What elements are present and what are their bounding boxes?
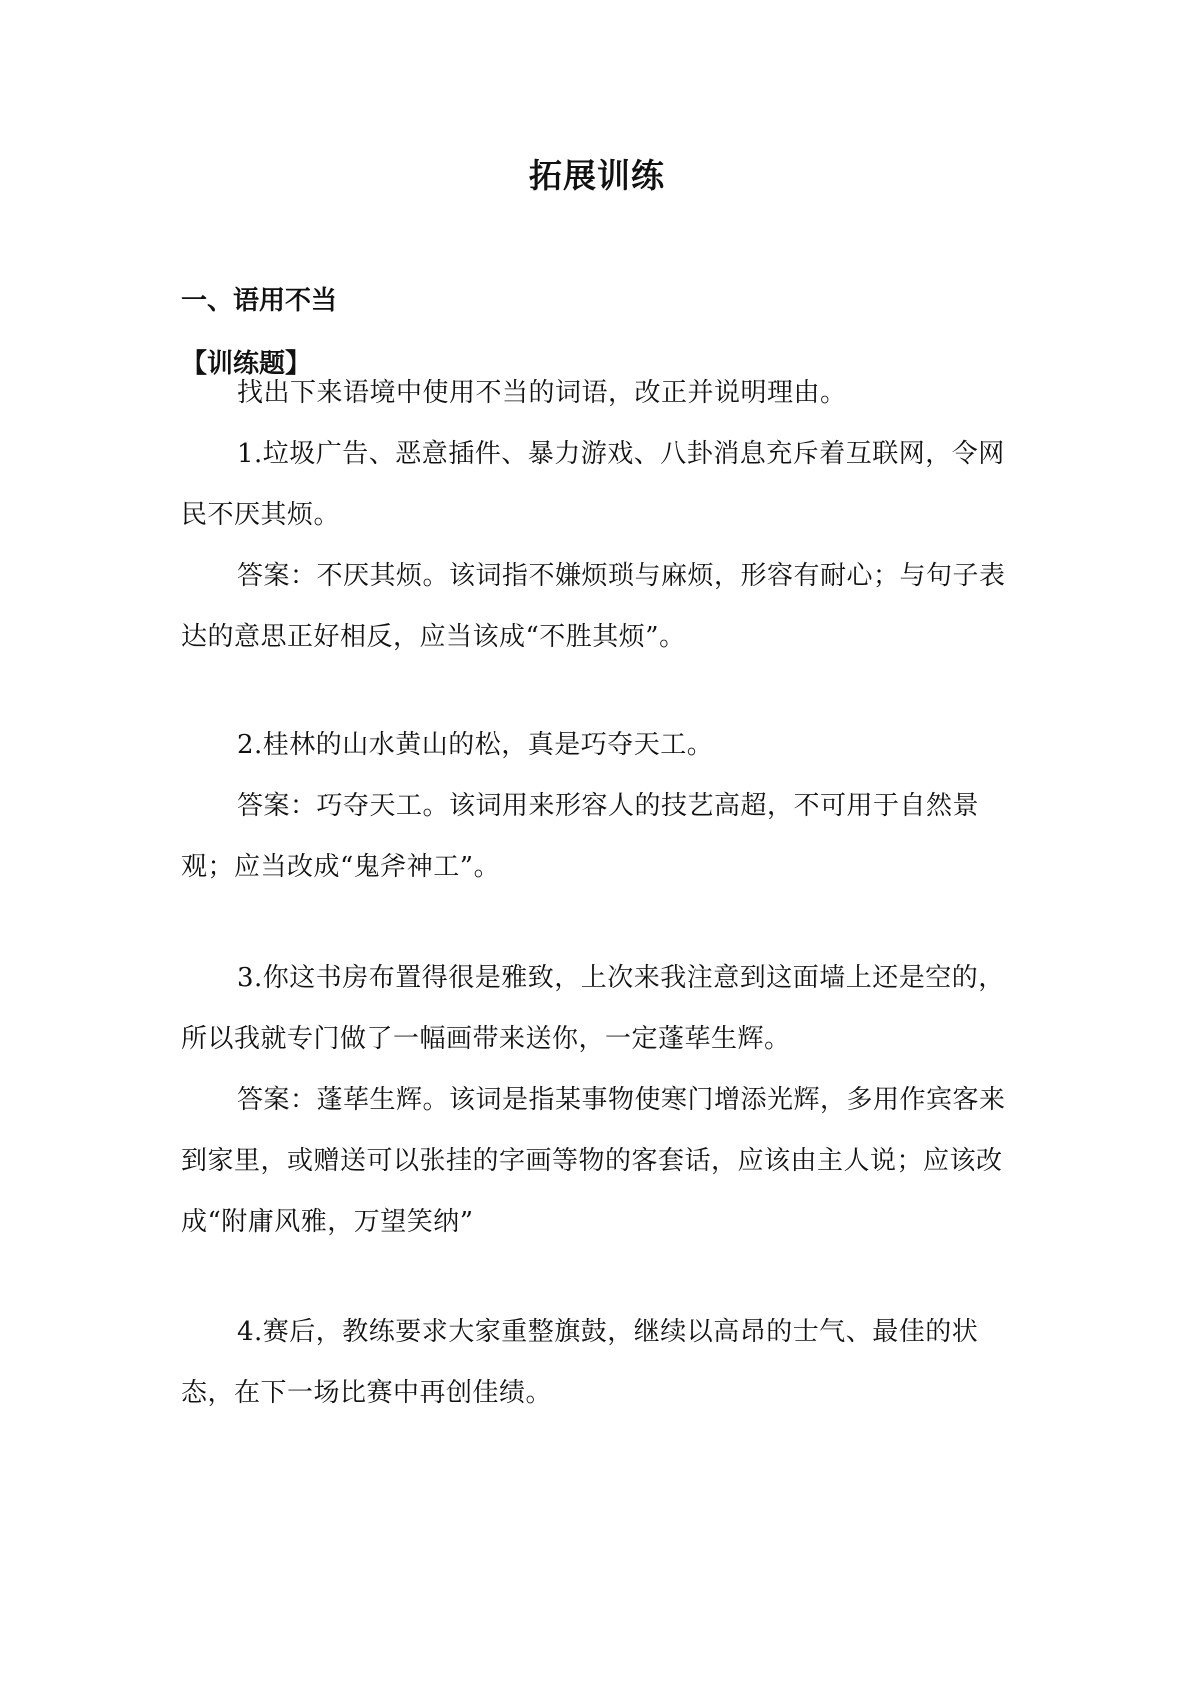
- question-4: 4.赛后，教练要求大家重整旗鼓，继续以高昂的士气、最佳的状态，在下一场比赛中再创佳绩。: [181, 1317, 979, 1408]
- section-heading: 一、语用不当: [181, 286, 338, 316]
- question-1: 1.垃圾广告、恶意插件、暴力游戏、八卦消息充斥着互联网，令网民不厌其烦。: [181, 439, 1005, 530]
- instruction-text: 找出下来语境中使用不当的词语，改正并说明理由。: [237, 378, 847, 408]
- question-2: 2.桂林的山水黄山的松，真是巧夺天工。: [237, 730, 714, 760]
- answer-3: 答案：蓬荜生辉。该词是指某事物使寒门增添光辉，多用作宾客来到家里，或赠送可以张挂的字画等物的客套话，应该由主人说；应该改成“附庸风雅，万望笑纳”: [181, 1085, 1006, 1237]
- question-3: 3.你这书房布置得很是雅致，上次来我注意到这面墙上还是空的，所以我就专门做了一幅画带来送你，一定蓬荜生辉。: [181, 963, 1005, 1054]
- exercise-label: 【训练题】: [181, 349, 312, 379]
- page-title: 拓展训练: [529, 156, 665, 195]
- answer-1: 答案：不厌其烦。该词指不嫌烦琐与麻烦，形容有耐心；与句子表达的意思正好相反，应当该成“不胜其烦”。: [181, 561, 1006, 652]
- answer-2: 答案：巧夺天工。该词用来形容人的技艺高超，不可用于自然景观；应当改成“鬼斧神工”。: [181, 791, 980, 882]
